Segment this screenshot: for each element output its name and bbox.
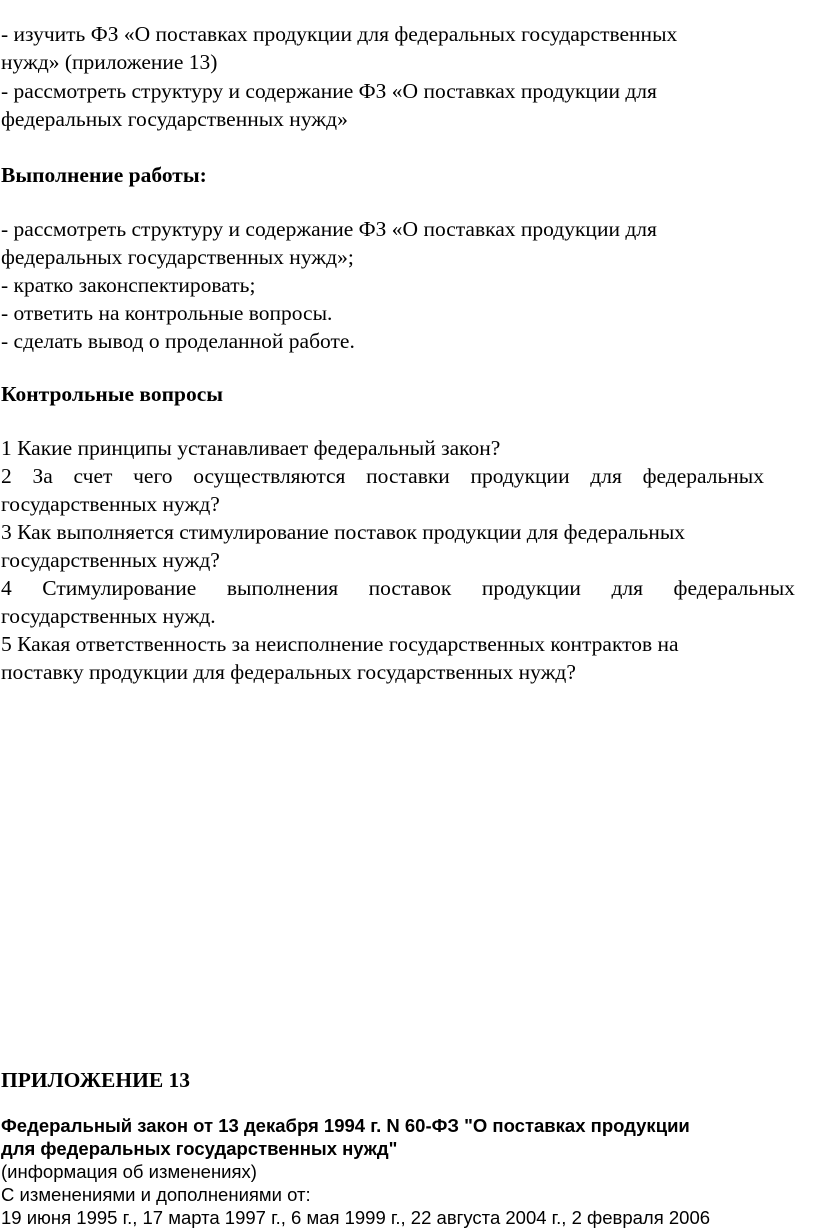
questions-heading: Контрольные вопросы xyxy=(1,382,224,406)
question-2-continuation: государственных нужд? xyxy=(1,492,220,516)
work-item: - кратко законспектировать; xyxy=(1,273,256,297)
law-title-line: Федеральный закон от 13 декабря 1994 г. N 60-ФЗ "О поставках продукции xyxy=(1,1115,690,1136)
question-3-continuation: государственных нужд? xyxy=(1,548,220,572)
work-item: - ответить на контрольные вопросы. xyxy=(1,301,333,325)
question-word: счет xyxy=(73,464,113,488)
question-5: 5 Какая ответственность за неисполнение государственных контрактов на xyxy=(1,632,679,656)
question-word: чего xyxy=(133,464,173,488)
work-heading: Выполнение работы: xyxy=(1,163,207,187)
task-line: федеральных государственных нужд» xyxy=(1,107,348,131)
changes-label: С изменениями и дополнениями от: xyxy=(1,1184,311,1205)
work-item: федеральных государственных нужд»; xyxy=(1,245,354,269)
question-word: Стимулирование xyxy=(42,576,197,600)
question-word: осуществляются xyxy=(193,464,346,488)
work-item: - сделать вывод о проделанной работе. xyxy=(1,329,355,353)
question-5-continuation: поставку продукции для федеральных государственных нужд? xyxy=(1,660,576,684)
changes-info: (информация об изменениях) xyxy=(1,1161,257,1182)
question-word: федеральных xyxy=(642,464,764,488)
question-word: выполнения xyxy=(226,576,339,600)
question-word: продукции xyxy=(481,576,581,600)
question-3: 3 Как выполняется стимулирование поставок продукции для федеральных xyxy=(1,520,686,544)
question-word: для xyxy=(611,576,644,600)
question-word: поставки xyxy=(366,464,450,488)
question-word: За xyxy=(32,464,53,488)
question-word: 4 xyxy=(1,576,12,600)
task-line: - рассмотреть структуру и содержание ФЗ «О поставках продукции для xyxy=(1,79,657,103)
task-line: - изучить ФЗ «О поставках продукции для федеральных государственных xyxy=(1,22,678,46)
question-4-continuation: государственных нужд. xyxy=(1,604,216,628)
question-2 xyxy=(1,462,764,490)
question-word: продукции xyxy=(470,464,570,488)
question-word: федеральных xyxy=(673,576,795,600)
question-word: 2 xyxy=(1,464,12,488)
work-item: - рассмотреть структуру и содержание ФЗ «О поставках продукции для xyxy=(1,217,657,241)
question-word: поставок xyxy=(368,576,452,600)
task-line: нужд» (приложение 13) xyxy=(1,50,218,74)
question-word: для xyxy=(590,464,622,488)
law-title-line: для федеральных государственных нужд" xyxy=(1,1138,398,1159)
question-1: 1 Какие принципы устанавливает федеральный закон? xyxy=(1,436,501,460)
appendix-heading: ПРИЛОЖЕНИЕ 13 xyxy=(1,1068,191,1092)
changes-dates: 19 июня 1995 г., 17 марта 1997 г., 6 мая 1999 г., 22 августа 2004 г., 2 февраля 2006 xyxy=(1,1207,711,1228)
question-4 xyxy=(1,574,795,602)
